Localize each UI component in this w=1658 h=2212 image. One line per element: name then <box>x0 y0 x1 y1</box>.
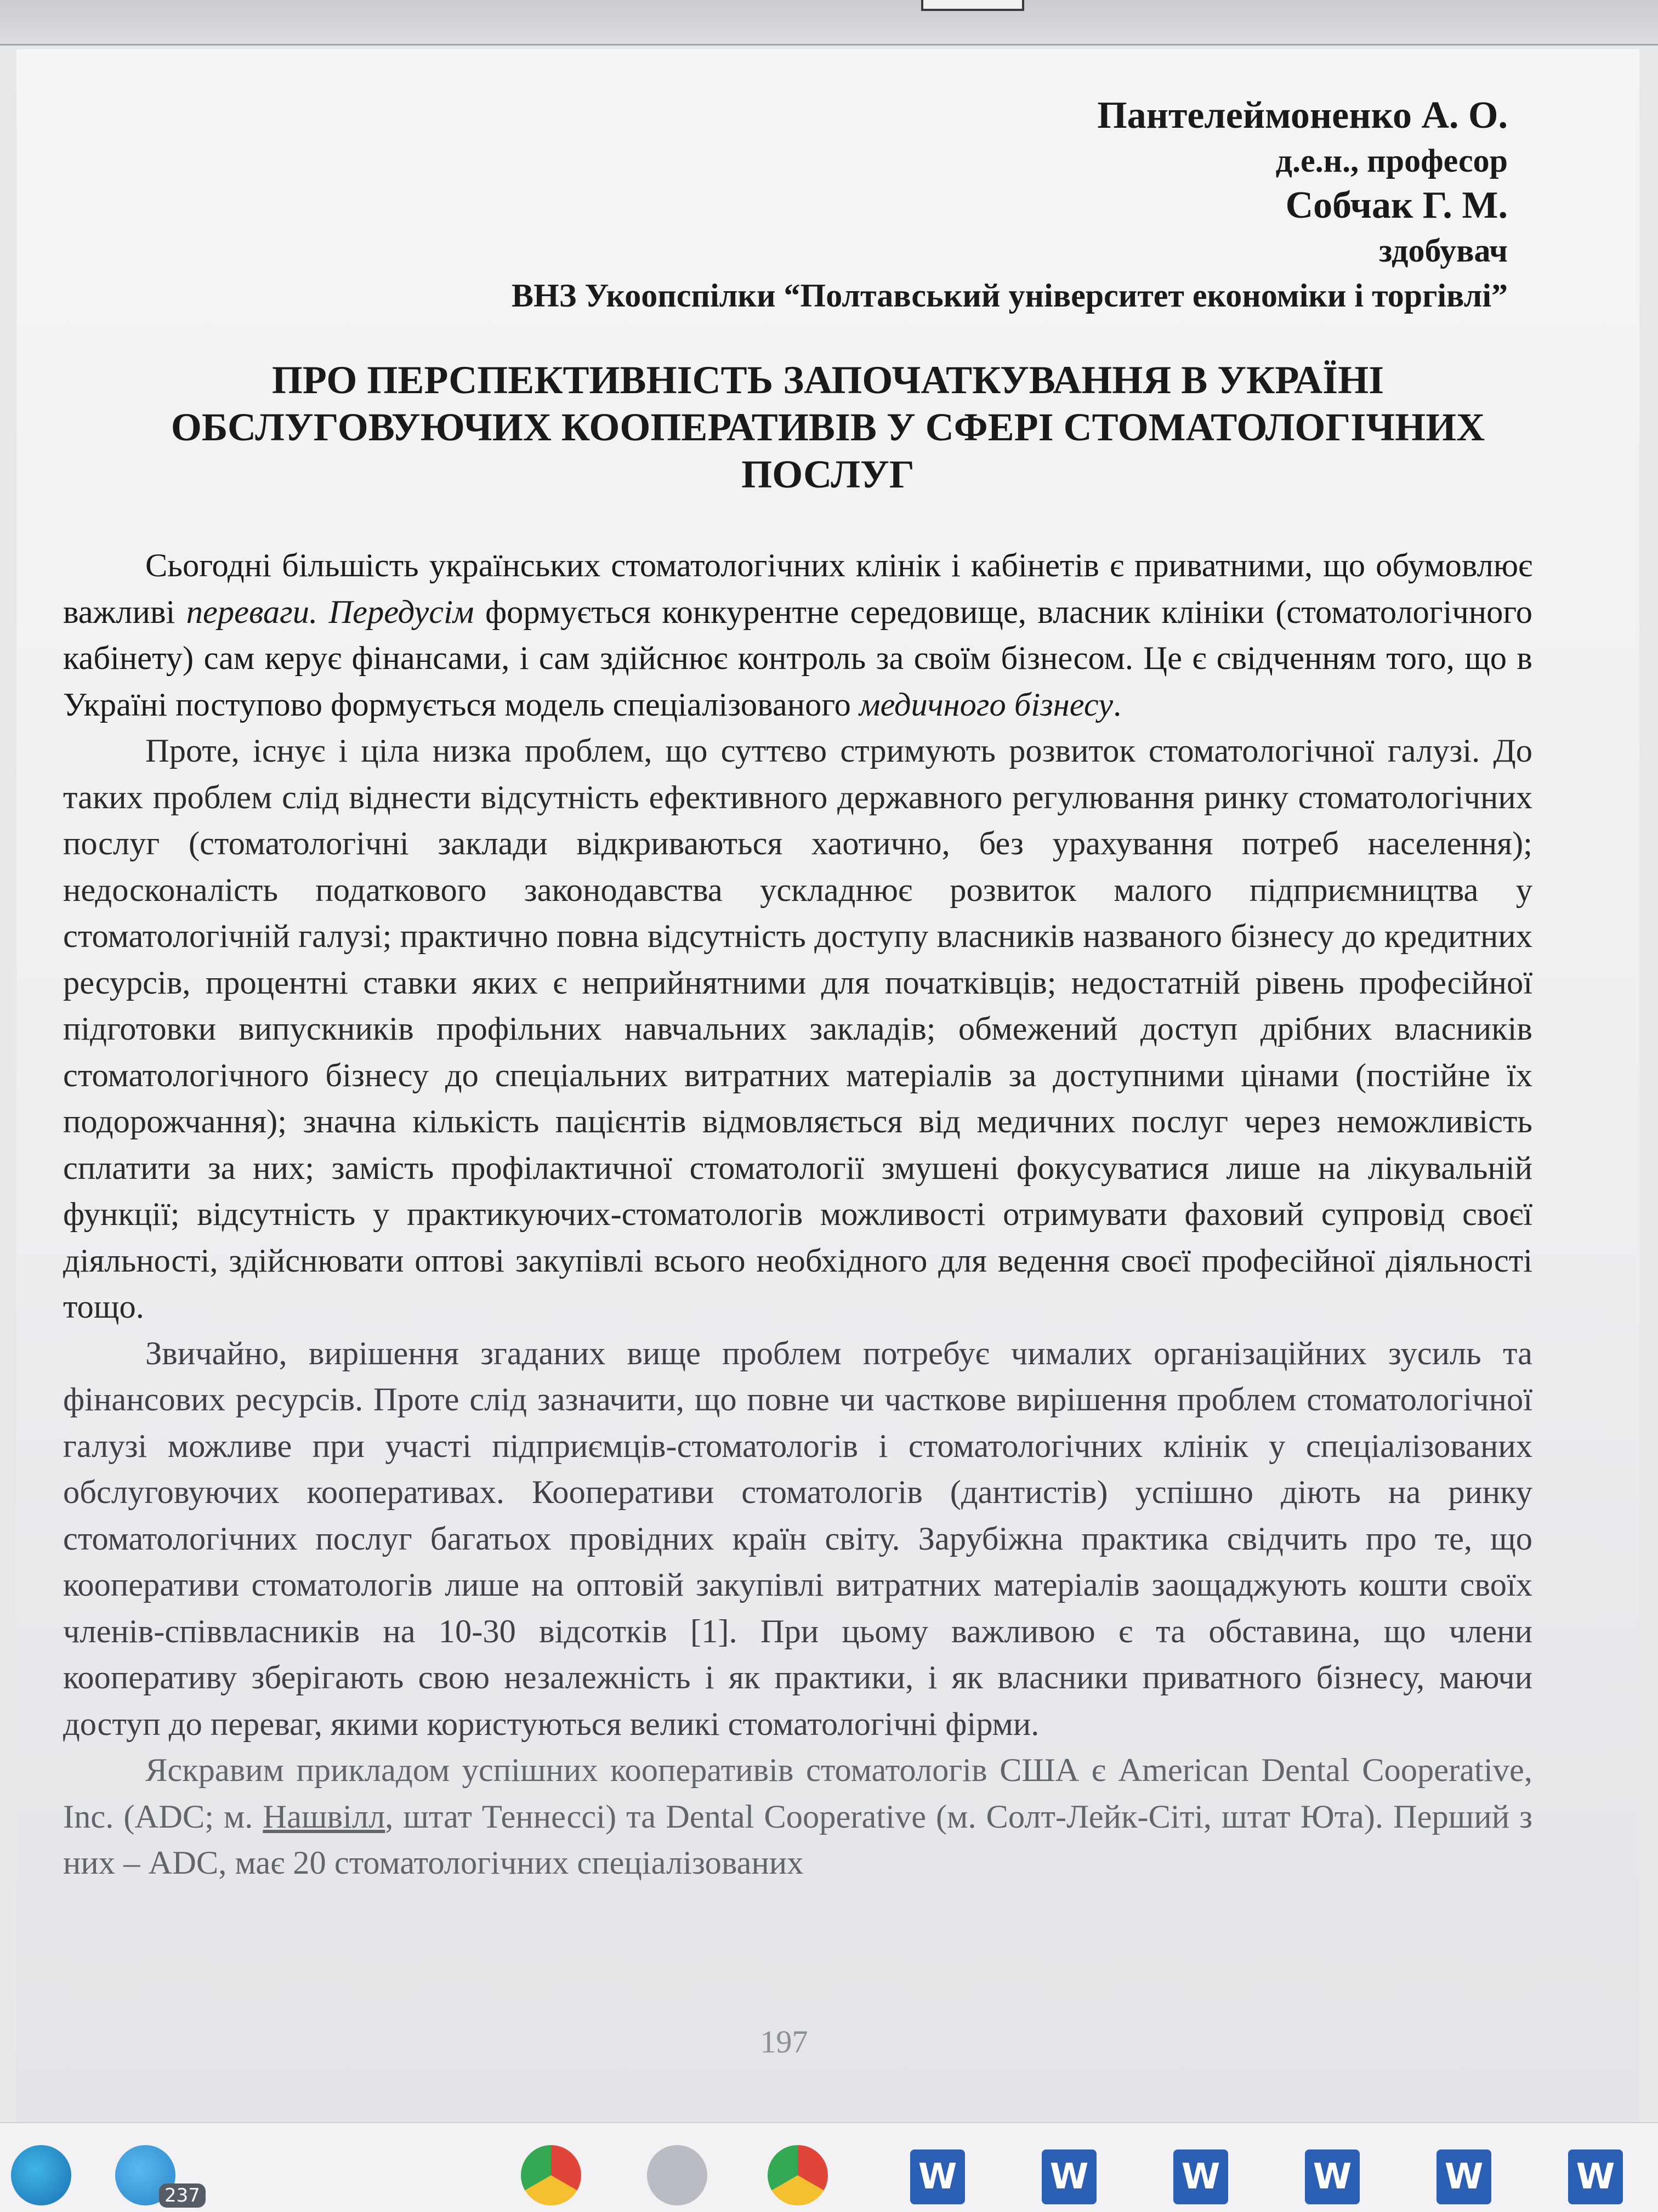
chrome-icon[interactable] <box>521 2145 581 2205</box>
paragraph-1-emphasis-a: переваги. Передусім <box>186 593 474 631</box>
paragraph-1-text-a: Сьогодні більшість українських стоматологічних клінік і кабінетів є приватними, що обумовлює важливі <box>63 547 1532 631</box>
nashville-link[interactable]: Нашвілл <box>263 1798 385 1835</box>
paragraph-4-text-b: , штат Теннессі) та Dental Cooperative (м. Солт-Лейк-Сіті, штат Юта). Перший з них – ADC, має 20 стоматологічних спеціалізованих <box>63 1798 1532 1881</box>
article-body <box>63 543 1532 1887</box>
window-top-strip <box>0 0 1658 46</box>
document-page <box>16 49 1639 2122</box>
author-block <box>192 93 1508 318</box>
telegram-badge: 237 <box>159 2183 206 2208</box>
article-title: ПРО ПЕРСПЕКТИВНІСТЬ ЗАПОЧАТКУВАННЯ В УКРАЇНІ ОБСЛУГОВУЮЧИХ КООПЕРАТИВІВ У СФЕРІ СТОМАТОЛОГІЧНИХ ПОСЛУГ <box>171 358 1485 496</box>
paragraph-3: Звичайно, вирішення згаданих вище проблем потребує чималих організаційних зусиль та фінансових ресурсів. Проте слід зазначити, що повне чи часткове вирішення проблем стоматологічної галузі можливе при участі підприємців-стоматологів і стоматологічних клінік у спеціалізованих обслуговуючих кооперативах. Кооперативи стоматологів (дантистів) успішно діють на ринку стоматологічних послуг багатьох провідних країн світу. Зарубіжна практика свідчить про те, що кооперативи стоматологів лише на оптовій закупівлі витратних матеріалів заощаджують кошти своїх членів-співвласників на 10-30 відсотків [1]. При цьому важливою є та обставина, що члени кооперативу зберігають свою незалежність і як практики, і як власники приватного бізнесу, маючи доступ до переваг, якими користуються великі стоматологічні фірми. <box>63 1335 1532 1743</box>
paragraph-4 <box>63 1748 1532 1887</box>
word-icon[interactable]: W <box>1305 2149 1360 2204</box>
paragraph-4-text-a: Яскравим прикладом успішних кооперативів стоматологів США є American Dental Cooperative, Inc. (ADC; м. <box>63 1752 1532 1835</box>
word-icon[interactable]: W <box>1436 2149 1491 2204</box>
app-icon[interactable] <box>647 2145 707 2205</box>
paragraph-1-emphasis-b: медичного бізнесу <box>859 686 1114 723</box>
paragraph-2: Проте, існує і ціла низка проблем, що суттєво стримують розвиток стоматологічної галузі. До таких проблем слід віднести відсутність ефективного державного регулювання ринку стоматологічних послуг (стоматологічні заклади відкриваються хаотично, без урахування потреб населення); недосконалість податкового законодавства ускладнює розвиток малого підприємництва у стоматологічній галузі; практично повна відсутність доступу власників названого бізнесу до кредитних ресурсів, процентні ставки яких є неприйнятними для початківців; недостатній рівень професійної підготовки випускників профільних навчальних закладів; обмежений доступ дрібних власників стоматологічного бізнесу до спеціальних витратних матеріалів за доступними цінами (постійне їх подорожчання); значна кількість пацієнтів відмовляється від медичних послуг через неможливість сплатити за них; замість профілактичної стоматології змушені фокусуватися лише на лікувальній функції; відсутність у практикуючих-стоматологів можливості отримувати фаховий супровід своєї діяльності, здійснювати оптові закупівлі всього необхідного для ведення своєї професійної діяльності тощо. <box>63 733 1532 1325</box>
window-tab[interactable] <box>921 0 1024 11</box>
taskbar <box>0 2122 1658 2212</box>
institution: ВНЗ Укоопспілки “Полтавський університет економіки і торгівлі” <box>512 277 1508 314</box>
paragraph-1-text-b: формується конкурентне середовище, власник клініки (стоматологічного кабінету) сам керує фінансами, і сам здійснює контроль за своїм бізнесом. Це є свідченням того, що в Україні поступово формується модель спеціалізованого <box>63 593 1532 723</box>
author2-name: Собчак Г. М. <box>1285 184 1508 226</box>
word-icon[interactable]: W <box>1568 2149 1623 2204</box>
page-number: 197 <box>760 2024 808 2060</box>
paragraph-1 <box>63 543 1532 728</box>
author1-name: Пантелеймоненко А. О. <box>1097 94 1508 137</box>
word-icon[interactable]: W <box>910 2149 965 2204</box>
word-icon[interactable]: W <box>1173 2149 1228 2204</box>
word-icon[interactable]: W <box>1042 2149 1097 2204</box>
paragraph-1-text-c: . <box>1113 686 1122 723</box>
chrome-icon[interactable] <box>768 2145 828 2205</box>
edge-icon[interactable] <box>11 2145 71 2205</box>
author1-degree: д.е.н., професор <box>1275 143 1508 179</box>
author2-degree: здобувач <box>1379 232 1508 269</box>
